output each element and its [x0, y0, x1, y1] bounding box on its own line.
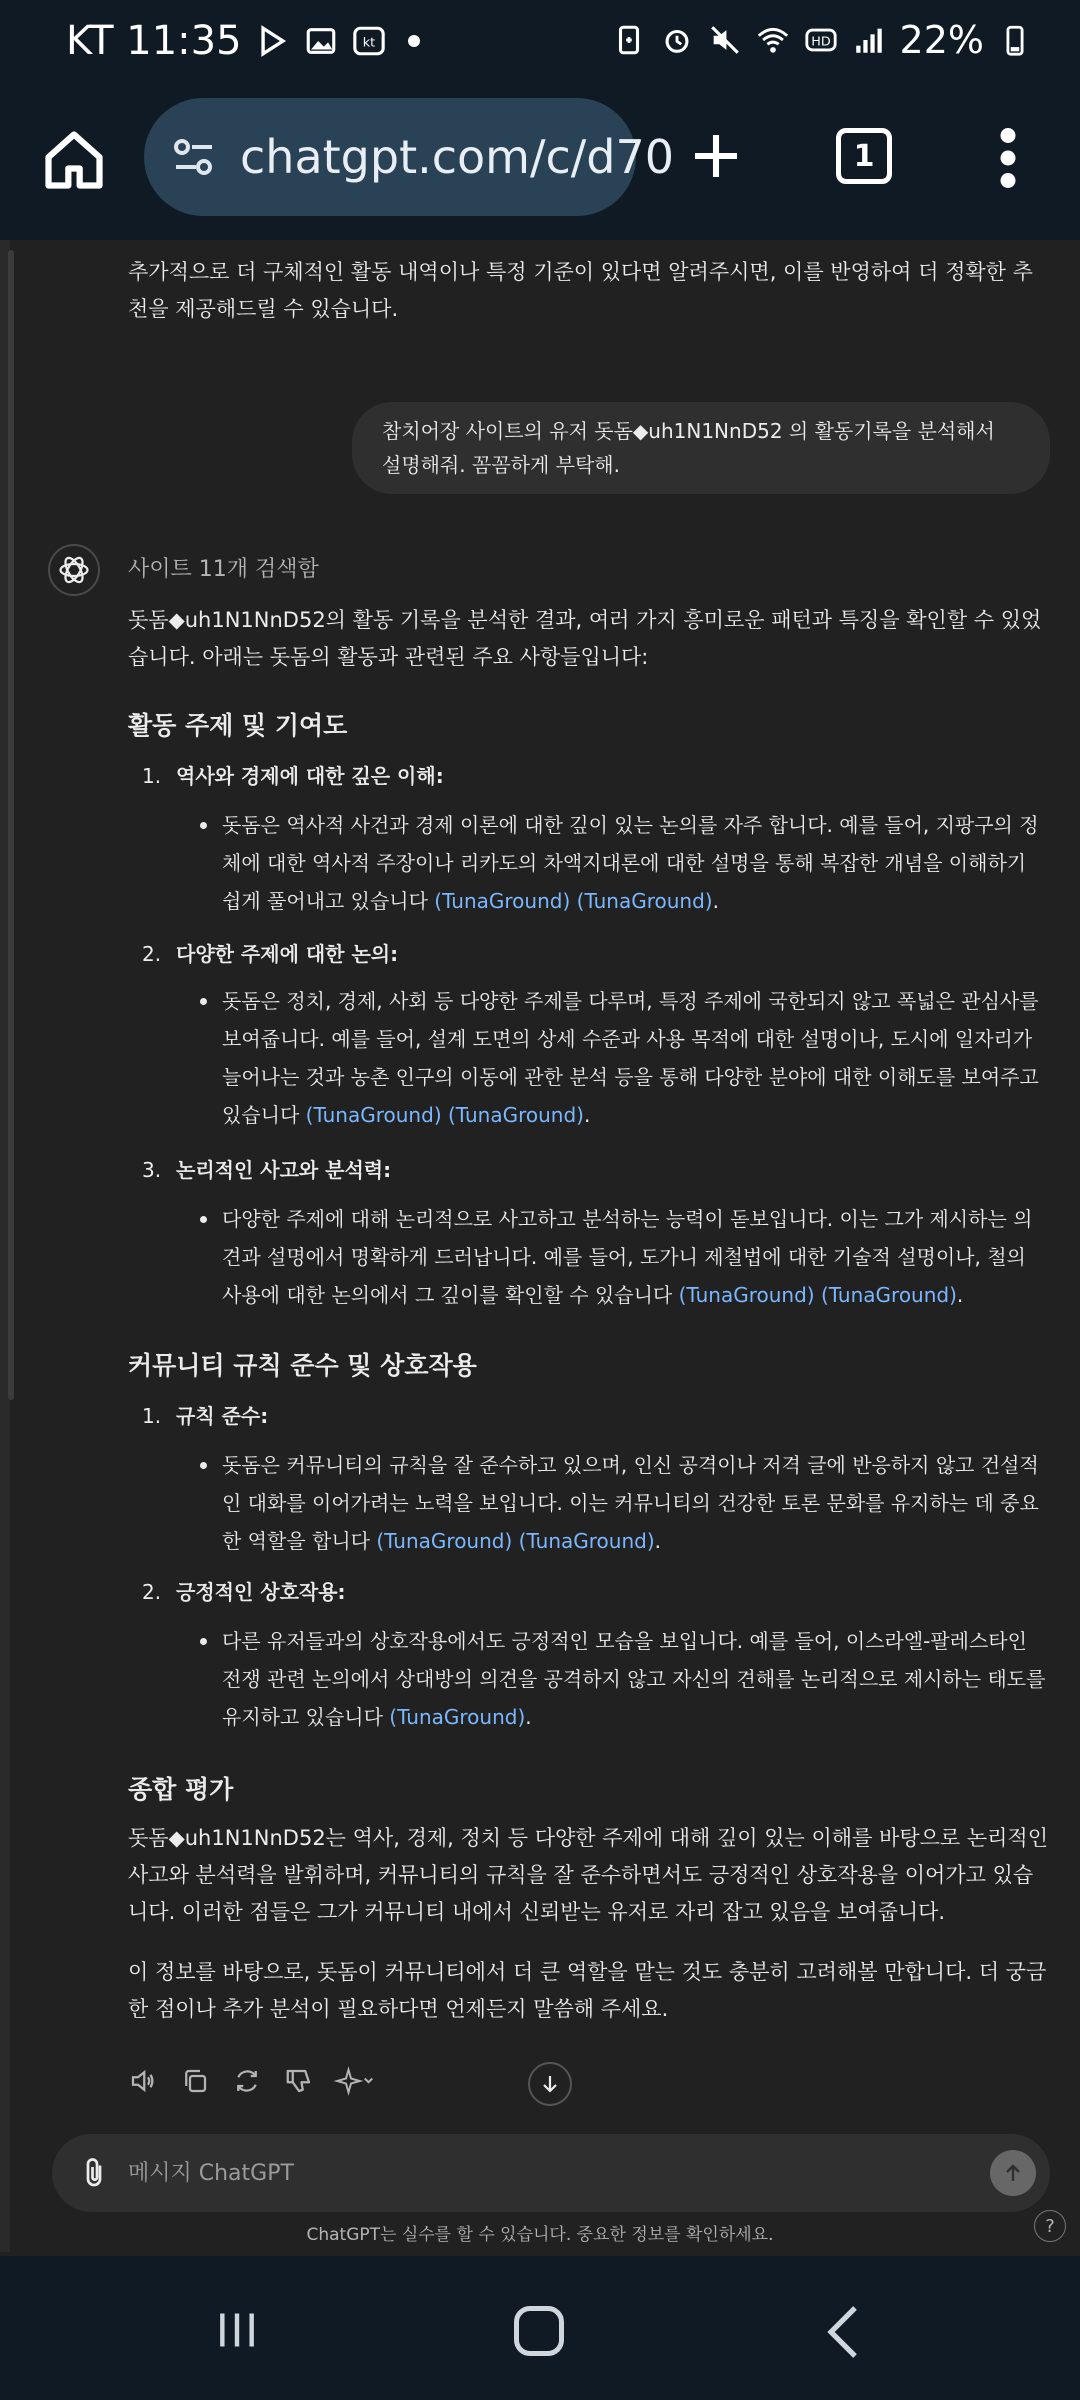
source-link[interactable]: (TunaGround)	[389, 1705, 526, 1729]
source-link[interactable]: (TunaGround)	[447, 1103, 584, 1127]
recent-apps-icon[interactable]	[214, 2308, 260, 2352]
back-icon[interactable]	[826, 2304, 860, 2360]
notification-dot	[408, 35, 420, 47]
source-link[interactable]: (TunaGround)	[376, 1529, 513, 1553]
address-bar[interactable]	[144, 98, 674, 216]
bullet-text: 돗돔은 커뮤니티의 규칙을 잘 준수하고 있으며, 인신 공격이나 저격 글에 반응하지 않고 건설적인 대화를 이어가려는 노력을 보입니다. 이는 커뮤니티의 건강한 토론 문화를 유지하는 데 중요한 역할을 합니다 (TunaGround) (TunaGround).	[222, 1446, 1050, 1560]
section-heading-summary: 종합 평가	[128, 1775, 234, 1804]
source-link[interactable]: (TunaGround)	[305, 1103, 442, 1127]
alarm-icon	[660, 23, 694, 57]
chat-content[interactable]	[0, 240, 1080, 2252]
numbered-item-1: 1. 역사와 경제에 대한 깊은 이해:	[142, 764, 444, 788]
section-heading-community: 커뮤니티 규칙 준수 및 상호작용	[128, 1351, 477, 1380]
arrow-down-icon	[538, 2072, 562, 2096]
bullet-text: 돗돔은 역사적 사건과 경제 이론에 대한 깊이 있는 논의를 자주 합니다. 예를 들어, 지팡구의 정체에 대한 역사적 주장이나 리카도의 차액지대론에 대한 설명을 통해 복잡한 개념을 이해하기 쉽게 풀어내고 있습니다 (TunaGround) (TunaGround).	[222, 806, 1050, 920]
web-search-note[interactable]: 사이트 11개 검색함	[128, 557, 319, 582]
tune-icon[interactable]	[170, 133, 218, 181]
source-link[interactable]: (TunaGround)	[820, 1283, 957, 1307]
regenerate-icon[interactable]	[232, 2066, 262, 2096]
url-text[interactable]: chatgpt.com/c/d70	[240, 130, 674, 184]
scroll-to-bottom-button[interactable]	[528, 2062, 572, 2106]
wifi-icon	[756, 23, 790, 57]
gallery-icon	[304, 24, 338, 58]
home-icon[interactable]	[40, 126, 108, 194]
play-store-icon	[256, 24, 290, 58]
closing-paragraph: 이 정보를 바탕으로, 돗돔이 커뮤니티에서 더 큰 역할을 맡는 것도 충분히 고려해볼 만합니다. 더 궁금한 점이나 추가 분석이 필요하다면 언제든지 말씀해 주세요.	[128, 1960, 1047, 2021]
chatgpt-logo-icon	[48, 544, 100, 596]
bullet-text: 다양한 주제에 대해 논리적으로 사고하고 분석하는 능력이 돋보입니다. 이는 그가 제시하는 의견과 설명에서 명확하게 드러납니다. 예를 들어, 도가니 제철법에 대한 기술적 설명이나, 철의 사용에 대한 논의에서 그 깊이를 확인할 수 있습니다 (TunaGround) (TunaGround).	[222, 1200, 1050, 1314]
signal-icon	[852, 23, 886, 57]
source-link[interactable]: (TunaGround)	[678, 1283, 815, 1307]
answer-intro: 돗돔◆uh1N1NnD52의 활동 기록을 분석한 결과, 여러 가지 흥미로운 패턴과 특징을 확인할 수 있었습니다. 아래는 돗돔의 활동과 관련된 주요 사항들입니다:	[128, 608, 1042, 669]
hd-voice-icon	[804, 23, 838, 57]
source-link[interactable]: (TunaGround)	[576, 889, 713, 913]
disclaimer-text: ChatGPT는 실수를 할 수 있습니다. 중요한 정보를 확인하세요.	[306, 2225, 774, 2245]
paperclip-icon[interactable]	[76, 2154, 112, 2192]
previous-assistant-text: 추가적으로 더 구체적인 활동 내역이나 특정 기준이 있다면 알려주시면, 이를 반영하여 더 정확한 추천을 제공해드릴 수 있습니다.	[128, 260, 1033, 321]
message-composer[interactable]	[52, 2134, 1050, 2212]
section-heading-activity: 활동 주제 및 기여도	[128, 711, 348, 740]
more-vert-icon[interactable]	[998, 126, 1018, 190]
source-link[interactable]: (TunaGround)	[518, 1529, 655, 1553]
read-aloud-icon[interactable]	[128, 2066, 158, 2096]
copy-icon[interactable]	[180, 2066, 210, 2096]
model-switch-icon[interactable]	[336, 2066, 376, 2096]
battery-percent: 22%	[899, 18, 984, 62]
numbered-item-3: 3. 논리적인 사고와 분석력:	[142, 1158, 392, 1182]
svg-text:HD: HD	[810, 34, 831, 50]
help-button[interactable]: ?	[1034, 2210, 1066, 2242]
scrollbar-thumb[interactable]	[8, 250, 14, 1400]
tab-switcher-button[interactable]	[836, 128, 892, 184]
numbered-item-2: 2. 다양한 주제에 대한 논의:	[142, 942, 399, 966]
status-bar	[0, 0, 1080, 88]
plus-icon[interactable]	[688, 128, 744, 184]
numbered-item-2: 2. 긍정적인 상호작용:	[142, 1580, 346, 1604]
home-button[interactable]	[514, 2306, 564, 2356]
svg-text:kt: kt	[362, 35, 375, 51]
numbered-item-1: 1. 규칙 준수:	[142, 1404, 269, 1428]
send-button[interactable]	[990, 2150, 1036, 2196]
status-time: KT 11:35	[66, 18, 242, 64]
source-link[interactable]: (TunaGround)	[434, 889, 571, 913]
summary-paragraph: 돗돔◆uh1N1NnD52는 역사, 경제, 정치 등 다양한 주제에 대해 깊이 있는 이해를 바탕으로 논리적인 사고와 분석력을 발휘하며, 커뮤니티의 규칙을 잘 준수하면서도 긍정적인 상호작용을 이어가고 있습니다. 이러한 점들은 그가 커뮤니티 내에서 신뢰받는 유저로 자리 잡고 있음을 보여줍니다.	[128, 1826, 1048, 1924]
kt-app-icon	[352, 24, 386, 58]
battery-icon	[998, 23, 1032, 57]
tab-count: 1	[853, 138, 875, 174]
user-message-bubble: 참치어장 사이트의 유저 돗돔◆uh1N1NnD52 의 활동기록을 분석해서 설명해줘. 꼼꼼하게 부탁해.	[352, 402, 1050, 494]
send-arrow-icon	[1001, 2161, 1025, 2185]
message-input[interactable]	[128, 2154, 928, 2192]
browser-toolbar	[0, 88, 1080, 240]
battery-saver-icon	[612, 23, 646, 57]
thumbs-down-icon[interactable]	[284, 2066, 314, 2096]
bullet-text: 다른 유저들과의 상호작용에서도 긍정적인 모습을 보입니다. 예를 들어, 이스라엘-팔레스타인 전쟁 관련 논의에서 상대방의 의견을 공격하지 않고 자신의 견해를 논리적으로 제시하는 태도를 유지하고 있습니다 (TunaGround).	[222, 1622, 1050, 1736]
message-actions	[128, 2066, 376, 2096]
mute-icon	[708, 23, 742, 57]
bullet-text: 돗돔은 정치, 경제, 사회 등 다양한 주제를 다루며, 특정 주제에 국한되지 않고 폭넓은 관심사를 보여줍니다. 예를 들어, 설계 도면의 상세 수준과 사용 목적에 대한 설명이나, 도시에 일자리가 늘어나는 것과 농촌 인구의 이동에 관한 분석 등을 통해 다양한 분야에 대한 이해도를 보여주고 있습니다 (TunaGround) (TunaGround).	[222, 982, 1050, 1134]
system-nav-bar	[0, 2256, 1080, 2400]
